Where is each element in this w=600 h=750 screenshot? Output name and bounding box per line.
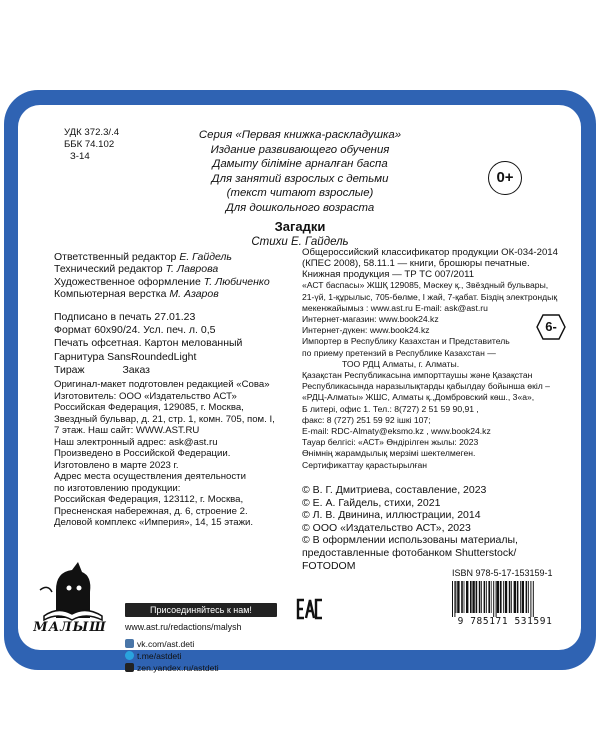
publisher-line: Деловой комплекс «Империя», 14, 15 этажи. [54,517,254,528]
age-kz-label: 6- [545,319,557,334]
series-block [100,128,500,216]
classifier-line: «РДЦ-Алматы» ЖШС, Алматы қ.,Домбровский көш., 3«а», [302,392,535,403]
print-info-block [54,311,242,377]
classifier-line: Интернет-дүкен: www.book24.kz [302,325,430,336]
publisher-info-block [54,379,275,529]
publisher-line: по изготовлению продукции: [54,482,181,494]
classifier-line: «АСТ баспасы» ЖШҚ 129085, Мәскеу қ., Звёздный бульвары, [302,280,549,291]
malysh-logo [26,560,114,640]
zen-icon [125,663,134,672]
book-title: Загадки [274,219,326,234]
logo-text: МАЛЫШ [33,620,107,635]
credit-line: Ответственный редактор Е. Гайдель [54,251,232,263]
eac-mark [296,597,324,621]
bbk-code: ББК 74.102 [64,139,115,150]
credit-line: Компьютерная верстка М. Азаров [54,288,219,301]
publisher-line: Изготовитель: ООО «Издательство АСТ» [54,390,237,402]
publisher-line: Наш электронный адрес: ask@ast.ru [54,436,218,448]
copyright-line: © ООО «Издательство АСТ», 2023 [302,521,471,534]
copyright-line: FOTODOM [302,559,356,572]
copyright-line: предоставленные фотобанком Shutterstock/ [302,546,517,559]
series-line: Серия «Первая книжка-раскладушка» [198,129,402,141]
publisher-line: 7 этаж. Наш сайт: WWW.AST.RU [54,425,200,436]
book-subtitle: Стихи Е. Гайдель [251,236,349,248]
author-mark: З-14 [70,151,90,162]
classifier-block [302,248,558,471]
publisher-line: Российская Федерация, 129085, г. Москва, [54,402,244,413]
publisher-line: Российская Федерация, 123112, г. Москва, [54,494,244,505]
print-line: Формат 60х90/24. Усл. печ. л. 0,5 [54,324,216,337]
classifier-line: Өнімнің жарамдылық мерзімі шектелмеген. [302,448,476,459]
publisher-line: Адрес места осуществления деятельности [54,471,246,482]
series-line: (текст читают взрослые) [226,187,374,200]
publisher-line: Изготовлено в марте 2023 г. [54,459,179,471]
classifier-line: 21-үй, 1-құрылыс, 705-бөлме, I жай, 7-қабат. Біздің электрондық [302,291,558,302]
classifier-line: (КПЕС 2008), 58.11.1 — книги, брошюры печатные. [302,257,530,269]
copyright-line: © В оформлении использованы материалы, [302,534,518,547]
print-line: Тираж Заказ [54,363,150,376]
classifier-line: Интернет-магазин: www.book24.kz [302,314,439,324]
classifier-line: E-mail: RDC-Almaty@eksmo.kz , www.book24.kz [302,426,491,437]
copyright-line: © Е. А. Гайдель, стихи, 2021 [302,496,441,509]
classifier-line: Импортер в Республику Казахстан и Представитель [302,336,510,347]
social-link-zen[interactable]: zen.yandex.ru/astdeti [125,662,219,674]
copyright-line: © Л. В. Двинина, иллюстрации, 2014 [302,509,481,522]
series-line: Для занятий взрослых с детьми [211,172,389,185]
print-line: Подписано в печать 27.01.23 [54,311,196,323]
barcode-bars [446,581,564,617]
barcode [446,581,564,627]
series-line: Издание развивающего обучения [210,143,390,156]
credit-line: Технический редактор Т. Лаврова [54,263,219,276]
cat-reading-icon [26,560,114,622]
print-line: Печать офсетная. Картон мелованный [54,337,243,350]
classifier-line: Республикасында наразылықтарды қабылдау бойынша өкіл – [302,381,550,392]
copyright-block [302,484,518,572]
classifier-line: Общероссийский классификатор продукции ОК-034-2014 [302,247,558,258]
vk-icon [125,639,134,648]
classifier-line: Сертификаттау қарастырылған [302,459,428,470]
social-link-vk[interactable]: vk.com/ast.deti [125,638,219,650]
credits-block [54,251,270,301]
barcode-digits: 9 785171 531591 [457,616,553,627]
age-rating-badge: 0+ [488,161,522,195]
classifier-line: Тауар белгісі: «АСТ» Өндірілген жылы: 2023 [302,437,479,448]
isbn-label: ISBN 978-5-17-153159-1 [452,568,553,578]
classifier-line: ТОО РДЦ Алматы, г. Алматы. [342,358,460,369]
age-rating-kz-badge [536,314,566,340]
eac-icon [296,597,324,621]
publisher-line: Звездный бульвар, д. 21, стр. 1, комн. 705, пом. I, [54,413,275,425]
series-line: Дамыту біліміне арналған баспа [212,158,388,171]
classifier-line: Қазақстан Республикасына импорттаушы және Қазақстан [302,370,533,381]
telegram-icon [125,651,134,660]
join-us-banner: Присоединяйтесь к нам! [125,603,277,617]
udk-code: УДК 372.3/.4 [64,127,120,138]
social-links [125,638,219,674]
series-line: Для дошкольного возраста [225,201,375,214]
site-link[interactable]: www.ast.ru/redactions/malysh [125,622,242,632]
publisher-line: Произведено в Российской Федерации. [54,448,231,459]
social-link-telegram[interactable]: t.me/astdeti [125,650,219,662]
classifier-line: факс: 8 (727) 251 59 92 ішкі 107; [302,414,431,425]
classifier-line: по приему претензий в Республике Казахстан — [302,347,496,358]
copyright-line: © В. Г. Дмитриева, составление, 2023 [302,484,487,496]
classifier-line: Книжная продукция — ТР ТС 007/2011 [302,269,475,281]
print-line: Гарнитура SansRoundedLight [54,350,197,363]
classifier-line: мекенжайымыз : www.ast.ru E-mail: ask@ast.ru [302,302,488,313]
credit-line: Художественное оформление Т. Любиченко [54,275,270,288]
publisher-line: Пресненская набережная, д. 6, строение 2. [54,505,248,517]
classifier-line: Б литері, офис 1. Тел.: 8(727) 2 51 59 90,91 , [302,403,479,414]
publisher-line: Оригинал-макет подготовлен редакцией «Сова» [54,379,270,390]
